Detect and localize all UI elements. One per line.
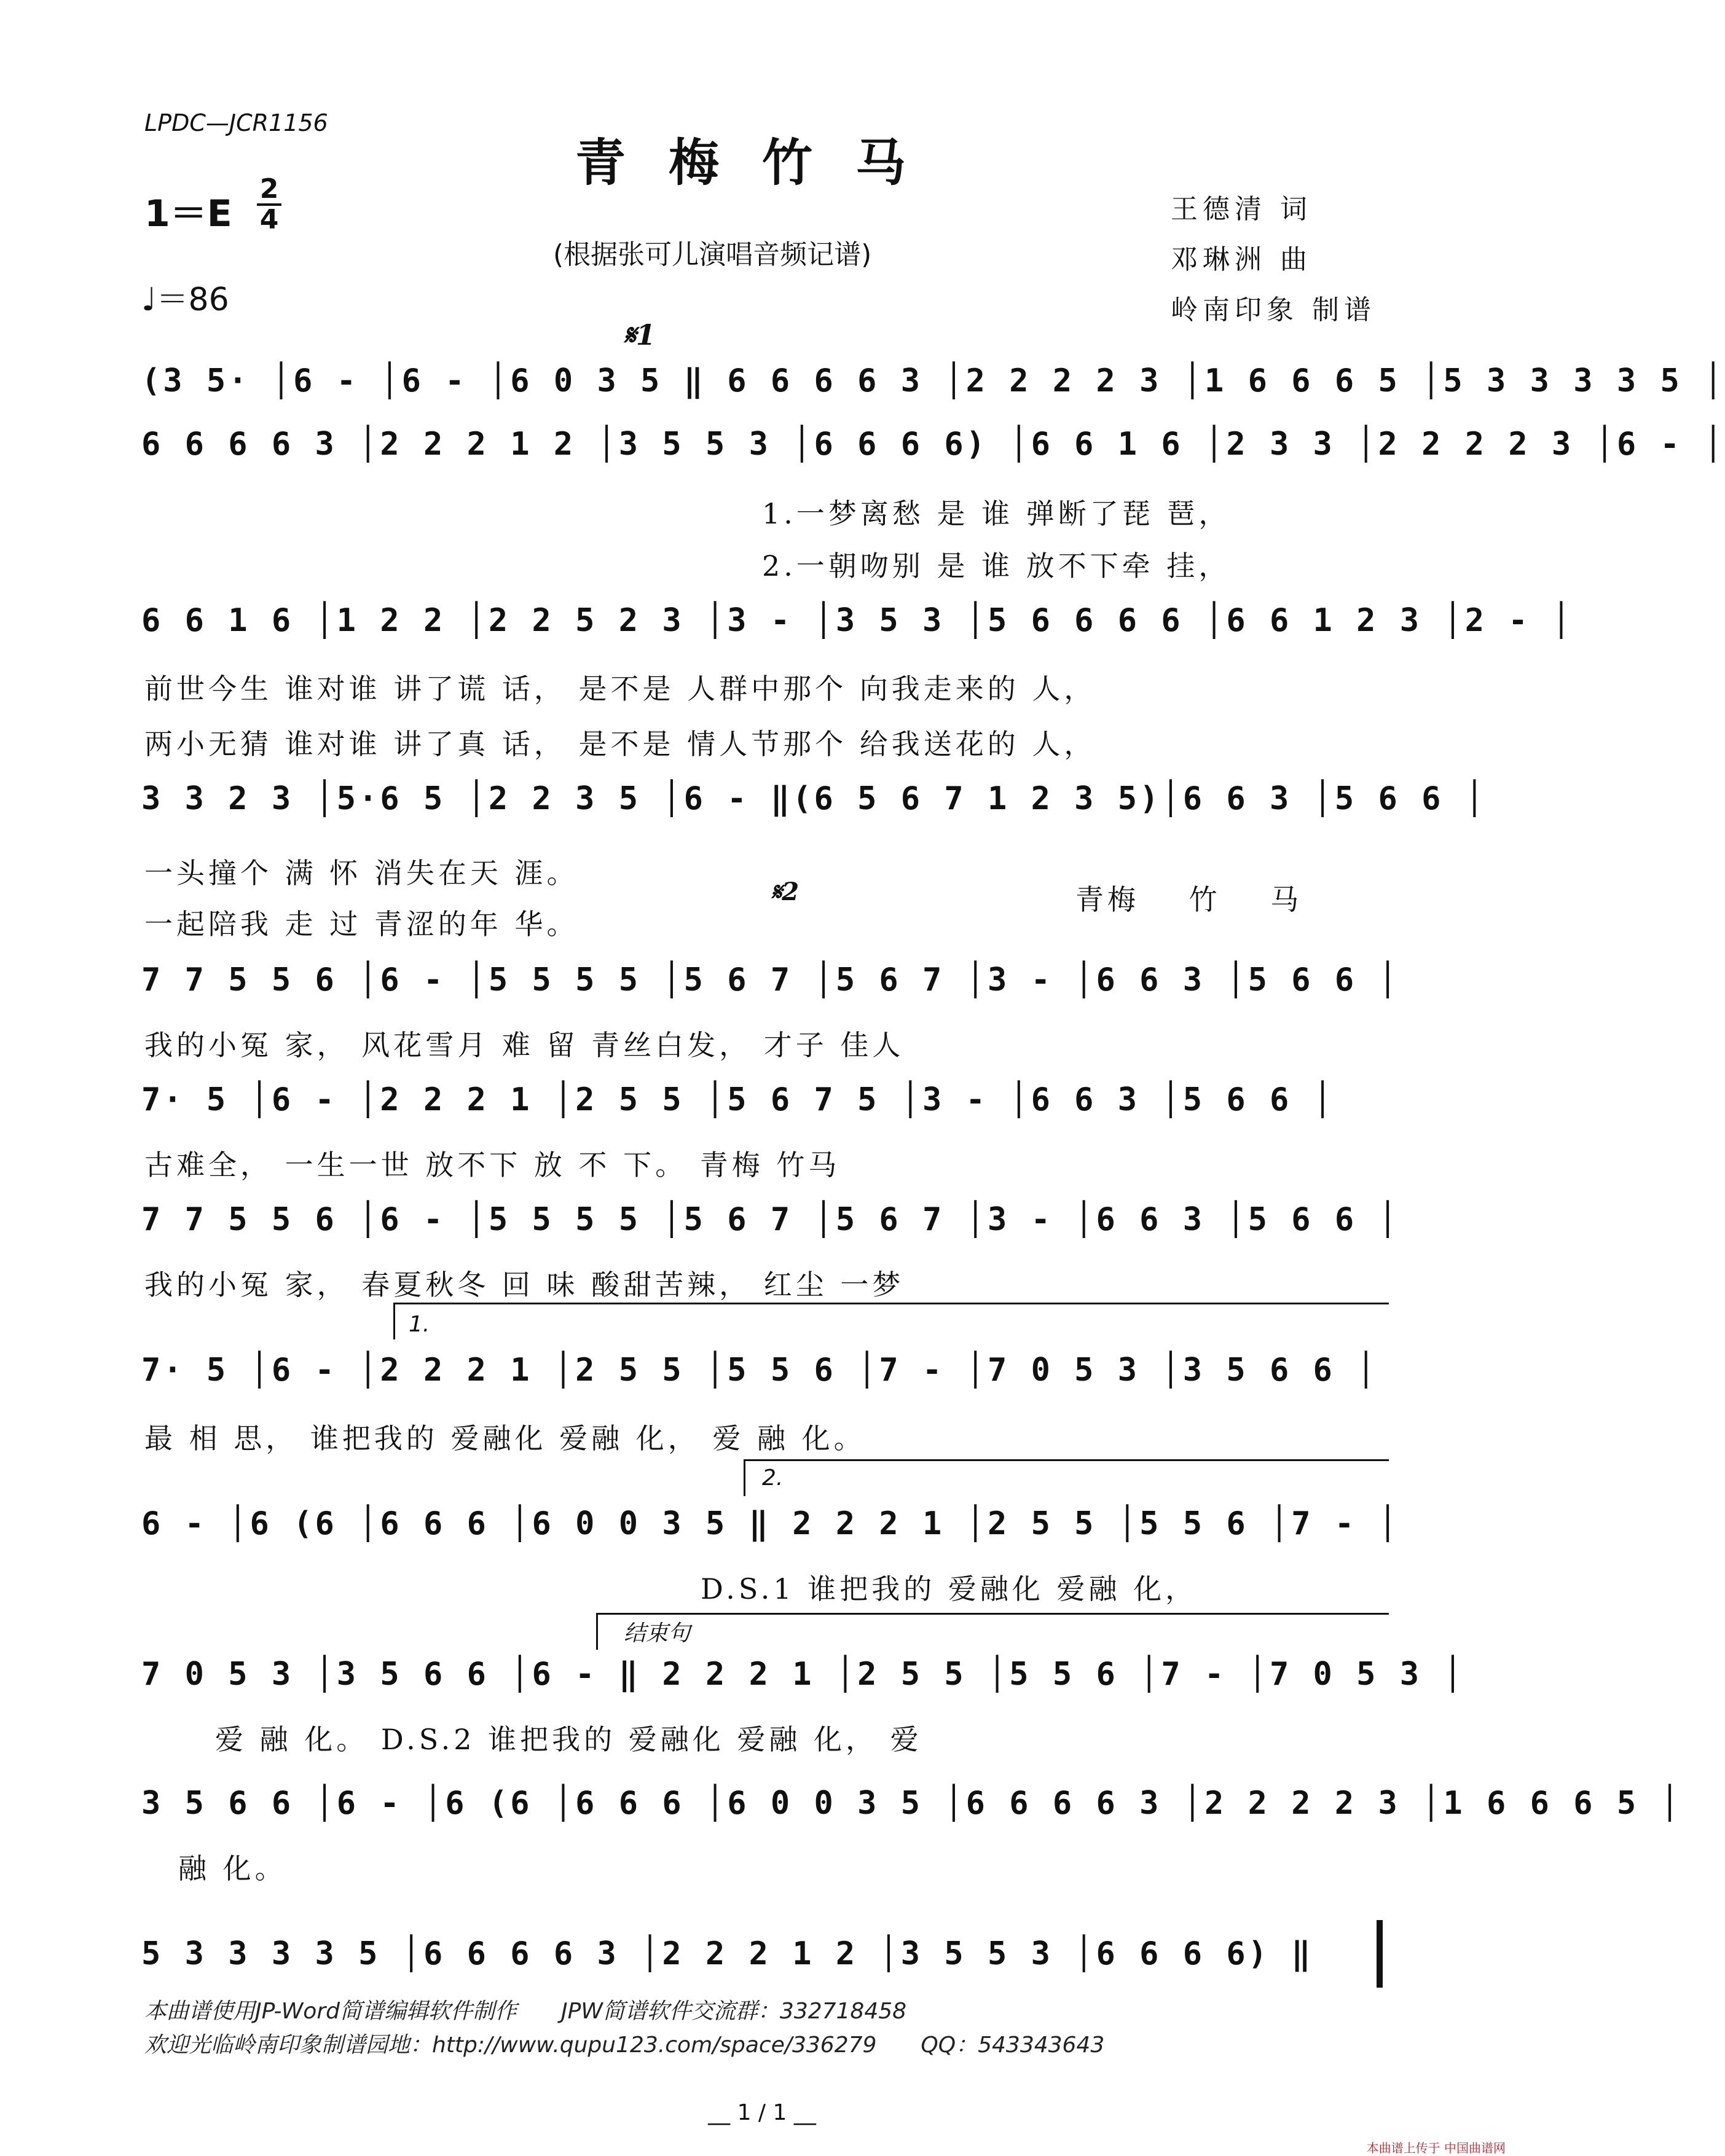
segno-1-mark: 𝄋1 xyxy=(624,318,656,351)
tempo-mark: ♩＝86 xyxy=(141,281,229,318)
lyric-verse1-intro: 1.一梦离愁 是 谁 弹断了琵 琶， xyxy=(762,497,1231,530)
lyric-row8: 最 相 思， 谁把我的 爱融化 爱融 化， 爱 融 化。 xyxy=(144,1422,866,1455)
subtitle: (根据张可儿演唱音频记谱) xyxy=(553,239,872,270)
segno-2-mark: 𝄋2 xyxy=(771,877,800,906)
staff-row-3: 6 6 1 6 │1 2 2 │2 2 5 2 3 │3 - │3 5 3 │5 6 6 6 6 │6 6 1 2 3 │2 - │ xyxy=(141,602,1574,639)
footer-line-2: 欢迎光临岭南印象制谱园地：http://www.qupu123.com/space/336279 QQ：543343643 xyxy=(144,2033,1105,2058)
composer: 邓琳洲 曲 xyxy=(1171,244,1312,275)
meter-top: 2 xyxy=(259,173,279,205)
lyricist: 王德清 词 xyxy=(1171,194,1312,225)
staff-row-7: 7 7 5 5 6 │6 - │5 5 5 5 │5 6 7 │5 6 7 │3 - │6 6 3 │5 6 6 │ xyxy=(141,1201,1400,1238)
staff-row-10: 7 0 5 3 │3 5 6 6 │6 - ‖ 2 2 2 1 │2 5 5 │5 5 6 │7 - │7 0 5 3 │ xyxy=(141,1656,1465,1693)
meter-bottom: 4 xyxy=(259,204,279,235)
lyric-row11: 融 化。 xyxy=(178,1852,287,1885)
score-code: LPDC—JCR1156 xyxy=(144,109,328,136)
lyric-verse2-intro: 2.一朝吻别 是 谁 放不下牵 挂， xyxy=(762,549,1231,582)
page-title: 青梅竹马 xyxy=(575,133,949,192)
arranger: 岭南印象 制谱 xyxy=(1171,294,1376,326)
staff-row-11: 3 5 6 6 │6 - │6 (6 │6 6 6 │6 0 0 3 5 │6 6 6 6 3 │2 2 2 2 3 │1 6 6 6 5 │ xyxy=(141,1785,1682,1822)
staff-row-8: 7· 5 │6 - │2 2 2 1 │2 5 5 │5 5 6 │7 - │7 0 5 3 │3 5 6 6 │ xyxy=(141,1352,1378,1389)
staff-row-6: 7· 5 │6 - │2 2 2 1 │2 5 5 │5 6 7 5 │3 - │6 6 3 │5 6 6 │ xyxy=(141,1081,1335,1118)
staff-row-9: 6 - │6 (6 │6 6 6 │6 0 0 3 5 ‖ 2 2 2 1 │2 5 5 │5 5 6 │7 - │ xyxy=(141,1505,1400,1542)
coda-bracket xyxy=(596,1613,1389,1615)
ending-1-label: 1. xyxy=(409,1312,430,1337)
credits xyxy=(1171,184,1376,335)
lyric-row9: D.S.1 谁把我的 爱融化 爱融 化， xyxy=(701,1572,1198,1605)
lyric-row4-verse2: 一起陪我 走 过 青涩的年 华。 xyxy=(144,907,579,941)
lyric-row7: 我的小冤 家， 春夏秋冬 回 味 酸甜苦辣， 红尘 一梦 xyxy=(144,1268,905,1301)
key-signature: 1＝E xyxy=(144,192,232,235)
ending-2-bracket-edge xyxy=(744,1459,745,1496)
lyric-row5: 我的小冤 家， 风花雪月 难 留 青丝白发， 才子 佳人 xyxy=(144,1029,905,1062)
lyric-row4-verse1: 一头撞个 满 怀 消失在天 涯。 xyxy=(144,857,579,890)
page-number: __ 1 / 1 __ xyxy=(708,2100,816,2125)
lyric-row3-verse2: 两小无猜 谁对谁 讲了真 话， 是不是 情人节那个 给我送花的 人， xyxy=(144,727,1096,761)
staff-row-2: 6 6 6 6 3 │2 2 2 1 2 │3 5 5 3 │6 6 6 6) │6 6 1 6 │2 3 3 │2 2 2 2 3 │6 - │ xyxy=(141,426,1725,463)
lyric-row6: 古难全， 一生一世 放不下 放 不 下。 青梅 竹马 xyxy=(144,1148,841,1182)
ending-2-bracket xyxy=(744,1459,1389,1461)
staff-row-12: 5 3 3 3 3 5 │6 6 6 6 3 │2 2 2 1 2 │3 5 5 3 │6 6 6 6) ‖ xyxy=(141,1935,1313,1972)
lyric-row3-verse1: 前世今生 谁对谁 讲了谎 话， 是不是 人群中那个 向我走来的 人， xyxy=(144,672,1096,705)
site-watermark: 本曲谱上传于 中国曲谱网 xyxy=(1366,2141,1506,2155)
time-signature xyxy=(257,175,281,234)
ending-1-bracket xyxy=(393,1303,1389,1304)
staff-row-5: 7 7 5 5 6 │6 - │5 5 5 5 │5 6 7 │5 6 7 │3 - │6 6 3 │5 6 6 │ xyxy=(141,962,1400,998)
coda-bracket-edge xyxy=(596,1613,598,1650)
footer-line-1: 本曲谱使用JP-Word简谱编辑软件制作 JPW简谱软件交流群：332718458 xyxy=(144,1999,907,2024)
ending-1-bracket-edge xyxy=(393,1303,395,1339)
final-barline xyxy=(1377,1920,1383,1988)
staff-row-4: 3 3 2 3 │5·6 5 │2 2 3 5 │6 - ‖(6 5 6 7 1 2 3 5)│6 6 3 │5 6 6 │ xyxy=(141,780,1487,817)
staff-row-1: (3 5· │6 - │6 - │6 0 3 5 ‖ 6 6 6 6 3 │2 2 2 2 3 │1 6 6 6 5 │5 3 3 3 3 5 │ xyxy=(141,363,1725,399)
coda-label: 结束句 xyxy=(624,1621,691,1646)
lyric-row10: 爱 融 化。 D.S.2 谁把我的 爱融化 爱融 化， 爱 xyxy=(215,1723,922,1756)
lyric-row4-chorus: 青梅 竹 马 xyxy=(1075,883,1303,916)
ending-2-label: 2. xyxy=(762,1465,784,1491)
